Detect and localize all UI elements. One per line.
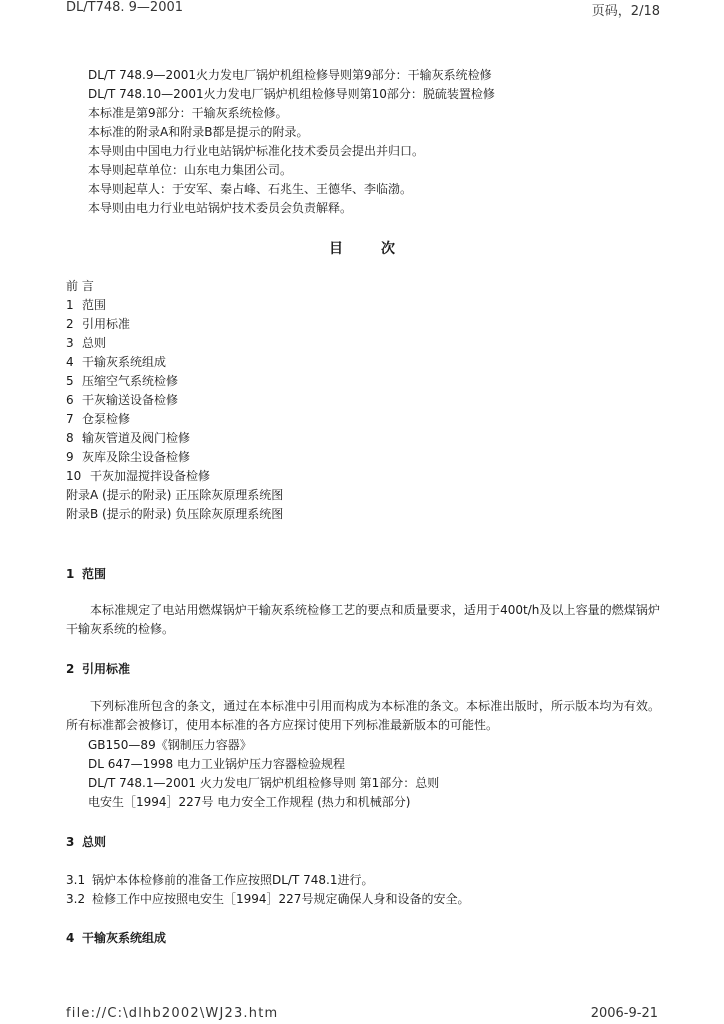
clause-number: 3.2: [66, 892, 86, 906]
toc-item-number: 9: [66, 450, 74, 464]
section-body: 下列标准所包含的条文，通过在本标准中引用而构成为本标准的条文。本标准出版时，所示版本均为有效。所有标准都会被修订，使用本标准的各方应探讨使用下列标准最新版本的可能性。: [66, 699, 660, 732]
toc-item-number: 3: [66, 336, 74, 350]
document-id: DL/T748. 9—2001: [66, 0, 184, 15]
toc-item-appendix-b[interactable]: [66, 505, 283, 522]
section-title: 总则: [82, 835, 107, 849]
toc-item[interactable]: [66, 448, 190, 465]
toc-item-number: 1: [66, 298, 74, 312]
foreword-line: 本标准是第9部分：干输灰系统检修。: [88, 106, 288, 120]
toc-item-label: 灰库及除尘设备检修: [82, 450, 191, 464]
toc-item[interactable]: [66, 334, 106, 351]
toc-item-number: 8: [66, 431, 74, 445]
clause: [66, 871, 373, 890]
section-number: 2: [66, 662, 75, 676]
toc-item[interactable]: [66, 429, 190, 446]
clause: [66, 890, 469, 909]
section-title: 引用标准: [82, 662, 131, 676]
clause-number: 3.1: [66, 873, 86, 887]
toc-item-number: 10: [66, 469, 82, 483]
toc-item-label: 输灰管道及阀门检修: [82, 431, 191, 445]
reference-item: DL/T 748.1—2001 火力发电厂锅炉机组检修导则 第1部分：总则: [88, 776, 440, 790]
toc-item-number: 5: [66, 374, 74, 388]
toc-item-label: 前 言: [66, 279, 94, 293]
toc-title: 目次: [329, 241, 433, 257]
file-path: file://C:\dlhb2002\WJ23.htm: [66, 1006, 279, 1021]
section-number: 3: [66, 835, 75, 849]
clause-text: 检修工作中应按照电安生［1994］227号规定确保人身和设备的安全。: [92, 892, 470, 906]
foreword-line: DL/T 748.10—2001火力发电厂锅炉机组检修导则第10部分：脱硫装置检修: [88, 87, 495, 101]
section-title: 范围: [82, 567, 107, 581]
section-heading: [66, 565, 106, 582]
toc-item-label: 干灰输送设备检修: [82, 393, 179, 407]
toc-item-number: 2: [66, 317, 74, 331]
toc-item-foreword[interactable]: [66, 277, 94, 294]
toc-item-number: 4: [66, 355, 74, 369]
clause-text: 锅炉本体检修前的准备工作应按照DL/T 748.1进行。: [92, 873, 374, 887]
toc-item-label: 总则: [82, 336, 107, 350]
section-heading: [66, 929, 166, 946]
toc-item-label: 附录B (提示的附录) 负压除灰原理系统图: [66, 507, 284, 521]
foreword-line: 本导则由电力行业电站锅炉技术委员会负责解释。: [88, 201, 353, 215]
toc-item[interactable]: [66, 410, 130, 427]
foreword-line: 本标准的附录A和附录B都是提示的附录。: [88, 125, 309, 139]
section-heading: [66, 660, 130, 677]
foreword-line: DL/T 748.9—2001火力发电厂锅炉机组检修导则第9部分：干输灰系统检修: [88, 68, 492, 82]
toc-item-label: 干输灰系统组成: [82, 355, 167, 369]
toc-item-number: 6: [66, 393, 74, 407]
foreword-line: 本导则起草单位：山东电力集团公司。: [88, 163, 293, 177]
toc-item-label: 干灰加湿搅拌设备检修: [90, 469, 211, 483]
reference-item: GB150—89《钢制压力容器》: [88, 738, 252, 752]
toc-item-label: 仓泵检修: [82, 412, 131, 426]
toc-item[interactable]: [66, 353, 166, 370]
section-number: 1: [66, 567, 75, 581]
toc-item[interactable]: [66, 372, 178, 389]
toc-item-number: 7: [66, 412, 74, 426]
section-body: 本标准规定了电站用燃煤锅炉干输灰系统检修工艺的要点和质量要求，适用于400t/h及以上容量的燃煤锅炉干输灰系统的检修。: [66, 603, 660, 636]
section-title: 干输灰系统组成: [82, 931, 167, 945]
foreword-line: 本导则由中国电力行业电站锅炉标准化技术委员会提出并归口。: [88, 144, 425, 158]
print-date: 2006-9-21: [590, 1006, 658, 1021]
section-heading: [66, 833, 106, 850]
toc-item[interactable]: [66, 391, 178, 408]
toc-item-label: 引用标准: [82, 317, 131, 331]
reference-item: 电安生［1994］227号 电力安全工作规程 (热力和机械部分): [88, 795, 411, 809]
toc-item[interactable]: [66, 296, 106, 313]
toc-item[interactable]: [66, 315, 130, 332]
foreword-line: 本导则起草人：于安军、秦占峰、石兆生、王德华、李临渤。: [88, 182, 413, 196]
toc-item-label: 附录A (提示的附录) 正压除灰原理系统图: [66, 488, 284, 502]
toc-item[interactable]: [66, 467, 210, 484]
toc-item-label: 范围: [82, 298, 107, 312]
reference-item: DL 647—1998 电力工业锅炉压力容器检验规程: [88, 757, 345, 771]
toc-item-label: 压缩空气系统检修: [82, 374, 179, 388]
page-indicator: 页码，2/18: [591, 4, 660, 19]
toc-item-appendix-a[interactable]: [66, 486, 283, 503]
section-number: 4: [66, 931, 75, 945]
